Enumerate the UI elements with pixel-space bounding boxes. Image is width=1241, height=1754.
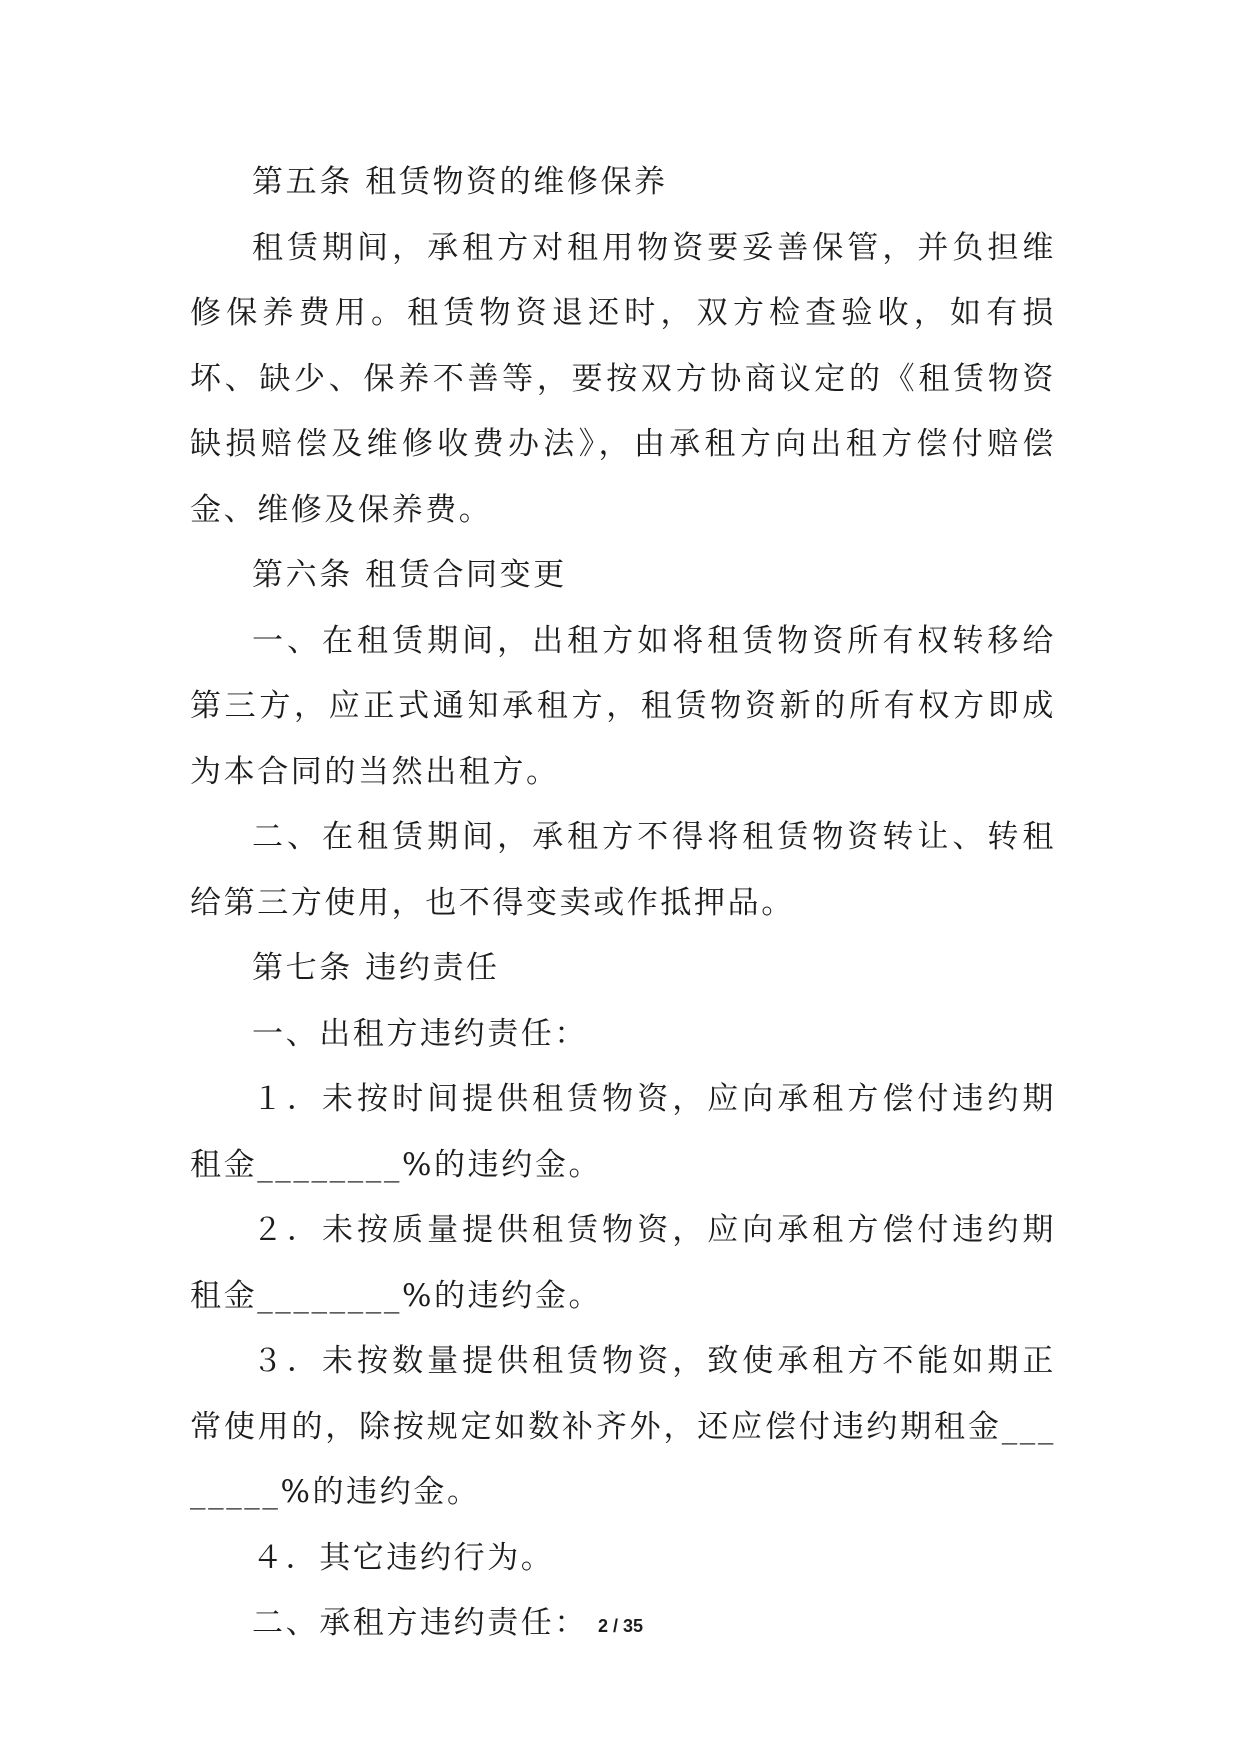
lessor-liability-heading: 一、出租方违约责任：: [252, 1015, 588, 1052]
article-6-heading: 第六条 租赁合同变更: [252, 557, 567, 593]
paragraph-ownership-transfer: 一、在租赁期间，出租方如将租赁物资所有权转移给第三方，应正式通知承租方，租赁物资新的所有权方即成为本合同的当然出租方。: [190, 622, 1056, 790]
document-body: [190, 150, 1056, 1657]
page-number: 2 / 35: [597, 1616, 644, 1636]
liability-item-4: ４．其它违约行为。: [252, 1539, 555, 1576]
article-5-heading: 第五条 租赁物资的维修保养: [252, 164, 668, 200]
liability-item-2: ２．未按质量提供租赁物资，应向承租方偿付违约期租金________%的违约金。: [190, 1212, 1056, 1314]
paragraph-no-sublease: 二、在租赁期间，承租方不得将租赁物资转让、转租给第三方使用，也不得变卖或作抵押品。: [190, 819, 1056, 921]
liability-item-1: １．未按时间提供租赁物资，应向承租方偿付违约期租金________%的违约金。: [190, 1081, 1056, 1183]
paragraph-maintenance: 租赁期间，承租方对租用物资要妥善保管，并负担维修保养费用。租赁物资退还时，双方检查验收，如有损坏、缺少、保养不善等，要按双方协商议定的《租赁物资缺损赔偿及维修收费办法》，由承租方向出租方偿付赔偿金、维修及保养费。: [190, 229, 1056, 528]
lessee-liability-heading: 二、承租方违约责任：: [252, 1605, 588, 1641]
liability-item-3: ３．未按数量提供租赁物资，致使承租方不能如期正常使用的，除按规定如数补齐外，还应偿付违约期租金________%的违约金。: [190, 1343, 1056, 1510]
article-7-heading: 第七条 违约责任: [252, 950, 500, 986]
